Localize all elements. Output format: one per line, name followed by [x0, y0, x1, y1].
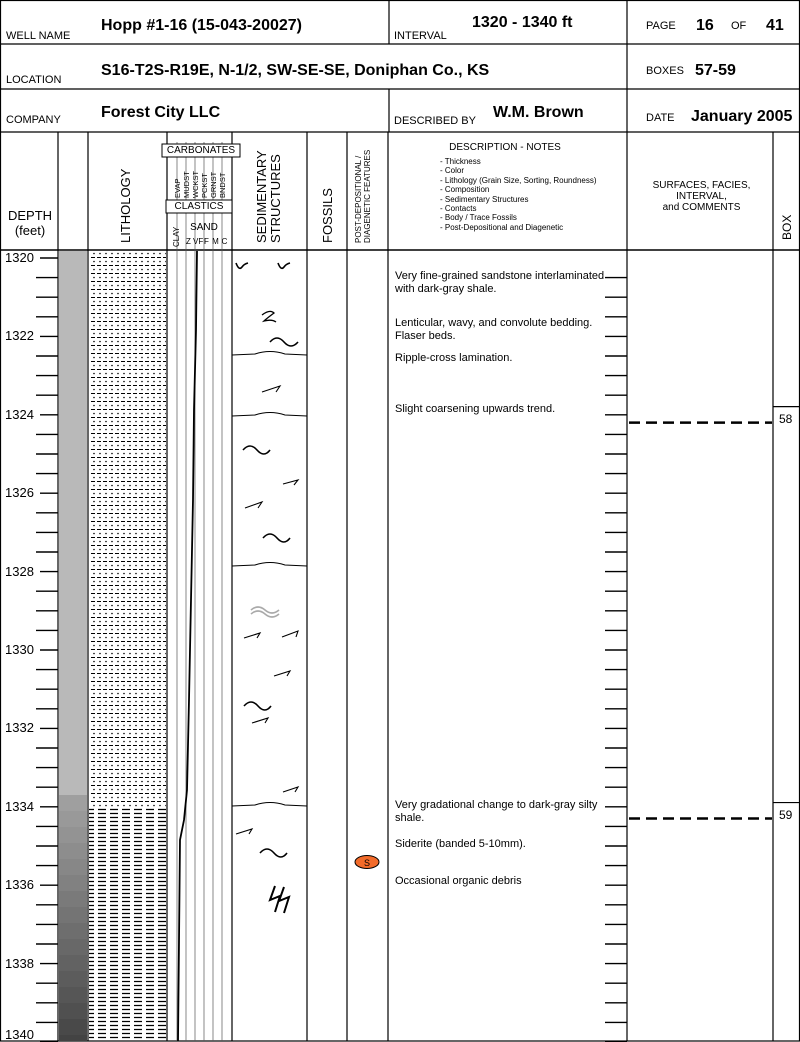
ripple-cross-symbol [283, 787, 298, 792]
surfaces-header: SURFACES, FACIES, INTERVAL, and COMMENTS [652, 180, 751, 213]
lenticular-symbol [232, 563, 307, 567]
interval-value: 1320 - 1340 ft [472, 14, 573, 31]
lenticular-symbol [232, 352, 307, 356]
depth-label: 1334 [5, 798, 34, 814]
core-shade-segment [59, 347, 87, 364]
sedimentary-structure-symbols [232, 263, 307, 913]
core-shade-segment [59, 587, 87, 604]
description-note: Occasional organic debris [395, 875, 522, 888]
lithology-silty-shale [89, 808, 166, 1040]
grain-size-label: M [212, 237, 219, 246]
company: Forest City LLC [101, 104, 221, 121]
wavy-symbol [262, 311, 276, 322]
core-shade-segment [59, 923, 87, 940]
burrow-symbol [270, 886, 280, 912]
core-shade-segment [59, 427, 87, 444]
ripple-cross-symbol [245, 502, 262, 508]
depth-label: 1332 [5, 720, 34, 736]
depth-label: 1336 [5, 877, 34, 893]
core-shade-segment [59, 491, 87, 508]
ripple-cross-symbol [252, 718, 268, 723]
ripple-cross-symbol [244, 633, 260, 638]
ripple-cross-symbol [236, 829, 252, 834]
ripple-cross-symbol [282, 631, 298, 637]
date-value: January 2005 [691, 108, 793, 125]
description-checklist-item: - Color [440, 166, 465, 176]
wavy-symbol [244, 702, 271, 710]
lithology-sandstone-shale [89, 251, 166, 808]
description-checklist-item: - Lithology (Grain Size, Sorting, Roundness) [440, 175, 597, 185]
core-shade-segment [59, 411, 87, 428]
lenticular-symbol [232, 413, 307, 417]
wavy-symbol [243, 446, 270, 454]
box-markers [629, 407, 800, 819]
interval-label: INTERVAL [394, 30, 447, 42]
core-shade-segment [59, 955, 87, 972]
core-shade-segment [59, 395, 87, 412]
described-by: W.M. Brown [493, 104, 584, 121]
core-shade-segment [59, 379, 87, 396]
description-checklist-item: - Sedimentary Structures [440, 194, 529, 204]
page-number: 16 [696, 17, 714, 34]
carbonate-type-label: MUDST [182, 171, 191, 198]
core-shade-segment [59, 571, 87, 588]
carbonate-type-label: BNDST [218, 172, 227, 198]
core-shade-segment [59, 763, 87, 780]
depth-label: 1326 [5, 485, 34, 501]
carbonate-type-label: PCKST [200, 172, 209, 198]
depth-label: 1320 [5, 250, 34, 265]
core-shade-segment [59, 315, 87, 332]
description-checklist-item: - Post-Depositional and Diagenetic [440, 222, 564, 232]
description-header: DESCRIPTION - NOTES [449, 142, 561, 153]
lithology-header: LITHOLOGY [118, 168, 133, 243]
convolute-symbol [278, 263, 290, 268]
description-checklist-item: - Thickness [440, 157, 481, 166]
of-label: OF [731, 20, 747, 32]
ripple-cross-symbol [262, 386, 280, 392]
core-shade-segment [59, 891, 87, 908]
core-shade-segment [59, 795, 87, 812]
well-name-label: WELL NAME [6, 30, 71, 42]
core-shade-segment [59, 619, 87, 636]
carbonate-type-label: EVAP [173, 178, 182, 198]
description-checklist-item: - Contacts [440, 204, 477, 214]
core-shade-segment [59, 443, 87, 460]
description-note: Siderite (banded 5-10mm). [395, 838, 526, 850]
core-shade-column [59, 251, 87, 1041]
grain-size-label: Z [186, 237, 191, 246]
description-note: Very gradational change to dark-gray silty shale. [395, 798, 598, 824]
core-shade-segment [59, 859, 87, 876]
core-shade-segment [59, 539, 87, 556]
boxes-label: BOXES [646, 65, 684, 77]
core-shade-segment [59, 715, 87, 732]
sand-header: SAND [190, 222, 218, 233]
core-shade-segment [59, 651, 87, 668]
carbonate-type-label: WCKST [191, 170, 200, 198]
core-shade-segment [59, 363, 87, 380]
well-name: Hopp #1-16 (15-043-20027) [101, 17, 302, 34]
grain-size-label: F [204, 237, 209, 246]
grain-size-profile [178, 251, 197, 1041]
depth-ticks [36, 258, 58, 1042]
core-shade-segment [59, 299, 87, 316]
core-shade-segment [59, 267, 87, 284]
depth-header: DEPTH (feet) [7, 208, 53, 238]
core-shade-segment [59, 939, 87, 956]
core-shade-segment [59, 603, 87, 620]
description-note: Ripple-cross lamination. [395, 351, 513, 364]
burrow-symbol [279, 887, 289, 913]
core-shade-segment [59, 907, 87, 924]
core-shade-segment [59, 635, 87, 652]
company-label: COMPANY [6, 114, 61, 126]
wavy-symbol [263, 534, 290, 542]
description-note: Lenticular, wavy, and convolute bedding. Flaser beds. [395, 316, 593, 342]
core-shade-segment [59, 731, 87, 748]
depth-label: 1322 [5, 328, 34, 344]
wavy-symbol [270, 338, 298, 346]
core-shade-segment [59, 779, 87, 796]
core-shade-segment [59, 827, 87, 844]
clay-header: CLAY [172, 226, 181, 247]
core-shade-segment [59, 555, 87, 572]
core-shade-segment [59, 283, 87, 300]
sedimentary-structures-header: SEDIMENTARY STRUCTURES [254, 150, 283, 243]
core-shade-segment [59, 1019, 87, 1036]
described-by-label: DESCRIBED BY [394, 115, 476, 127]
core-shade-segment [59, 251, 87, 268]
box-number: 58 [779, 411, 793, 426]
core-shade-segment [59, 1003, 87, 1020]
carbonates-header: CARBONATES [166, 145, 236, 156]
box-number: 59 [779, 807, 793, 822]
clastics-header: CLASTICS [174, 201, 224, 212]
description-checklist-item: - Composition [440, 185, 490, 195]
core-shade-segment [59, 507, 87, 524]
core-shade-segment [59, 987, 87, 1004]
core-shade-segment [59, 475, 87, 492]
date-label: DATE [646, 112, 675, 124]
carbonate-type-label: GRNST [209, 171, 218, 198]
location-label: LOCATION [6, 74, 62, 86]
core-shade-segment [59, 875, 87, 892]
grain-size-label: VF [193, 237, 204, 246]
location: S16-T2S-R19E, N-1/2, SW-SE-SE, Doniphan Co., KS [101, 62, 490, 79]
core-shade-segment [59, 667, 87, 684]
core-shade-segment [59, 683, 87, 700]
depth-label: 1330 [5, 642, 34, 657]
core-shade-segment [59, 811, 87, 828]
boxes-value: 57-59 [695, 62, 736, 79]
post-depositional-header: POST-DEPOSITIONAL / DIAGENETIC FEATURES [354, 149, 372, 243]
core-shade-segment [59, 523, 87, 540]
core-shade-segment [59, 699, 87, 716]
grain-size-label: C [221, 237, 228, 246]
lenticular-symbol [232, 803, 307, 807]
fossils-header: FOSSILS [320, 188, 335, 243]
page-total: 41 [766, 17, 784, 34]
description-checklist-item: - Body / Trace Fossils [440, 213, 517, 223]
core-shade-segment [59, 971, 87, 988]
convolute-symbol [236, 263, 248, 268]
core-shade-segment [59, 459, 87, 476]
depth-label: 1340 [5, 1027, 34, 1042]
wavy-symbol [260, 849, 287, 857]
core-shade-segment [59, 843, 87, 860]
ripple-cross-symbol [283, 480, 298, 485]
description-ticks [605, 278, 627, 1042]
core-shade-segment [59, 331, 87, 348]
depth-label: 1338 [5, 955, 34, 971]
description-note: Slight coarsening upwards trend. [395, 402, 556, 415]
depth-label: 1328 [5, 563, 34, 579]
siderite-label: S [363, 858, 371, 868]
depth-label: 1324 [5, 406, 34, 422]
ripple-cross-symbol [274, 671, 290, 676]
page-label: PAGE [646, 20, 676, 32]
core-shade-segment [59, 1035, 87, 1041]
core-shade-segment [59, 747, 87, 764]
description-note: Very fine-grained sandstone interlaminated with dark-gray shale. [395, 269, 605, 295]
box-header: BOX [780, 214, 794, 240]
